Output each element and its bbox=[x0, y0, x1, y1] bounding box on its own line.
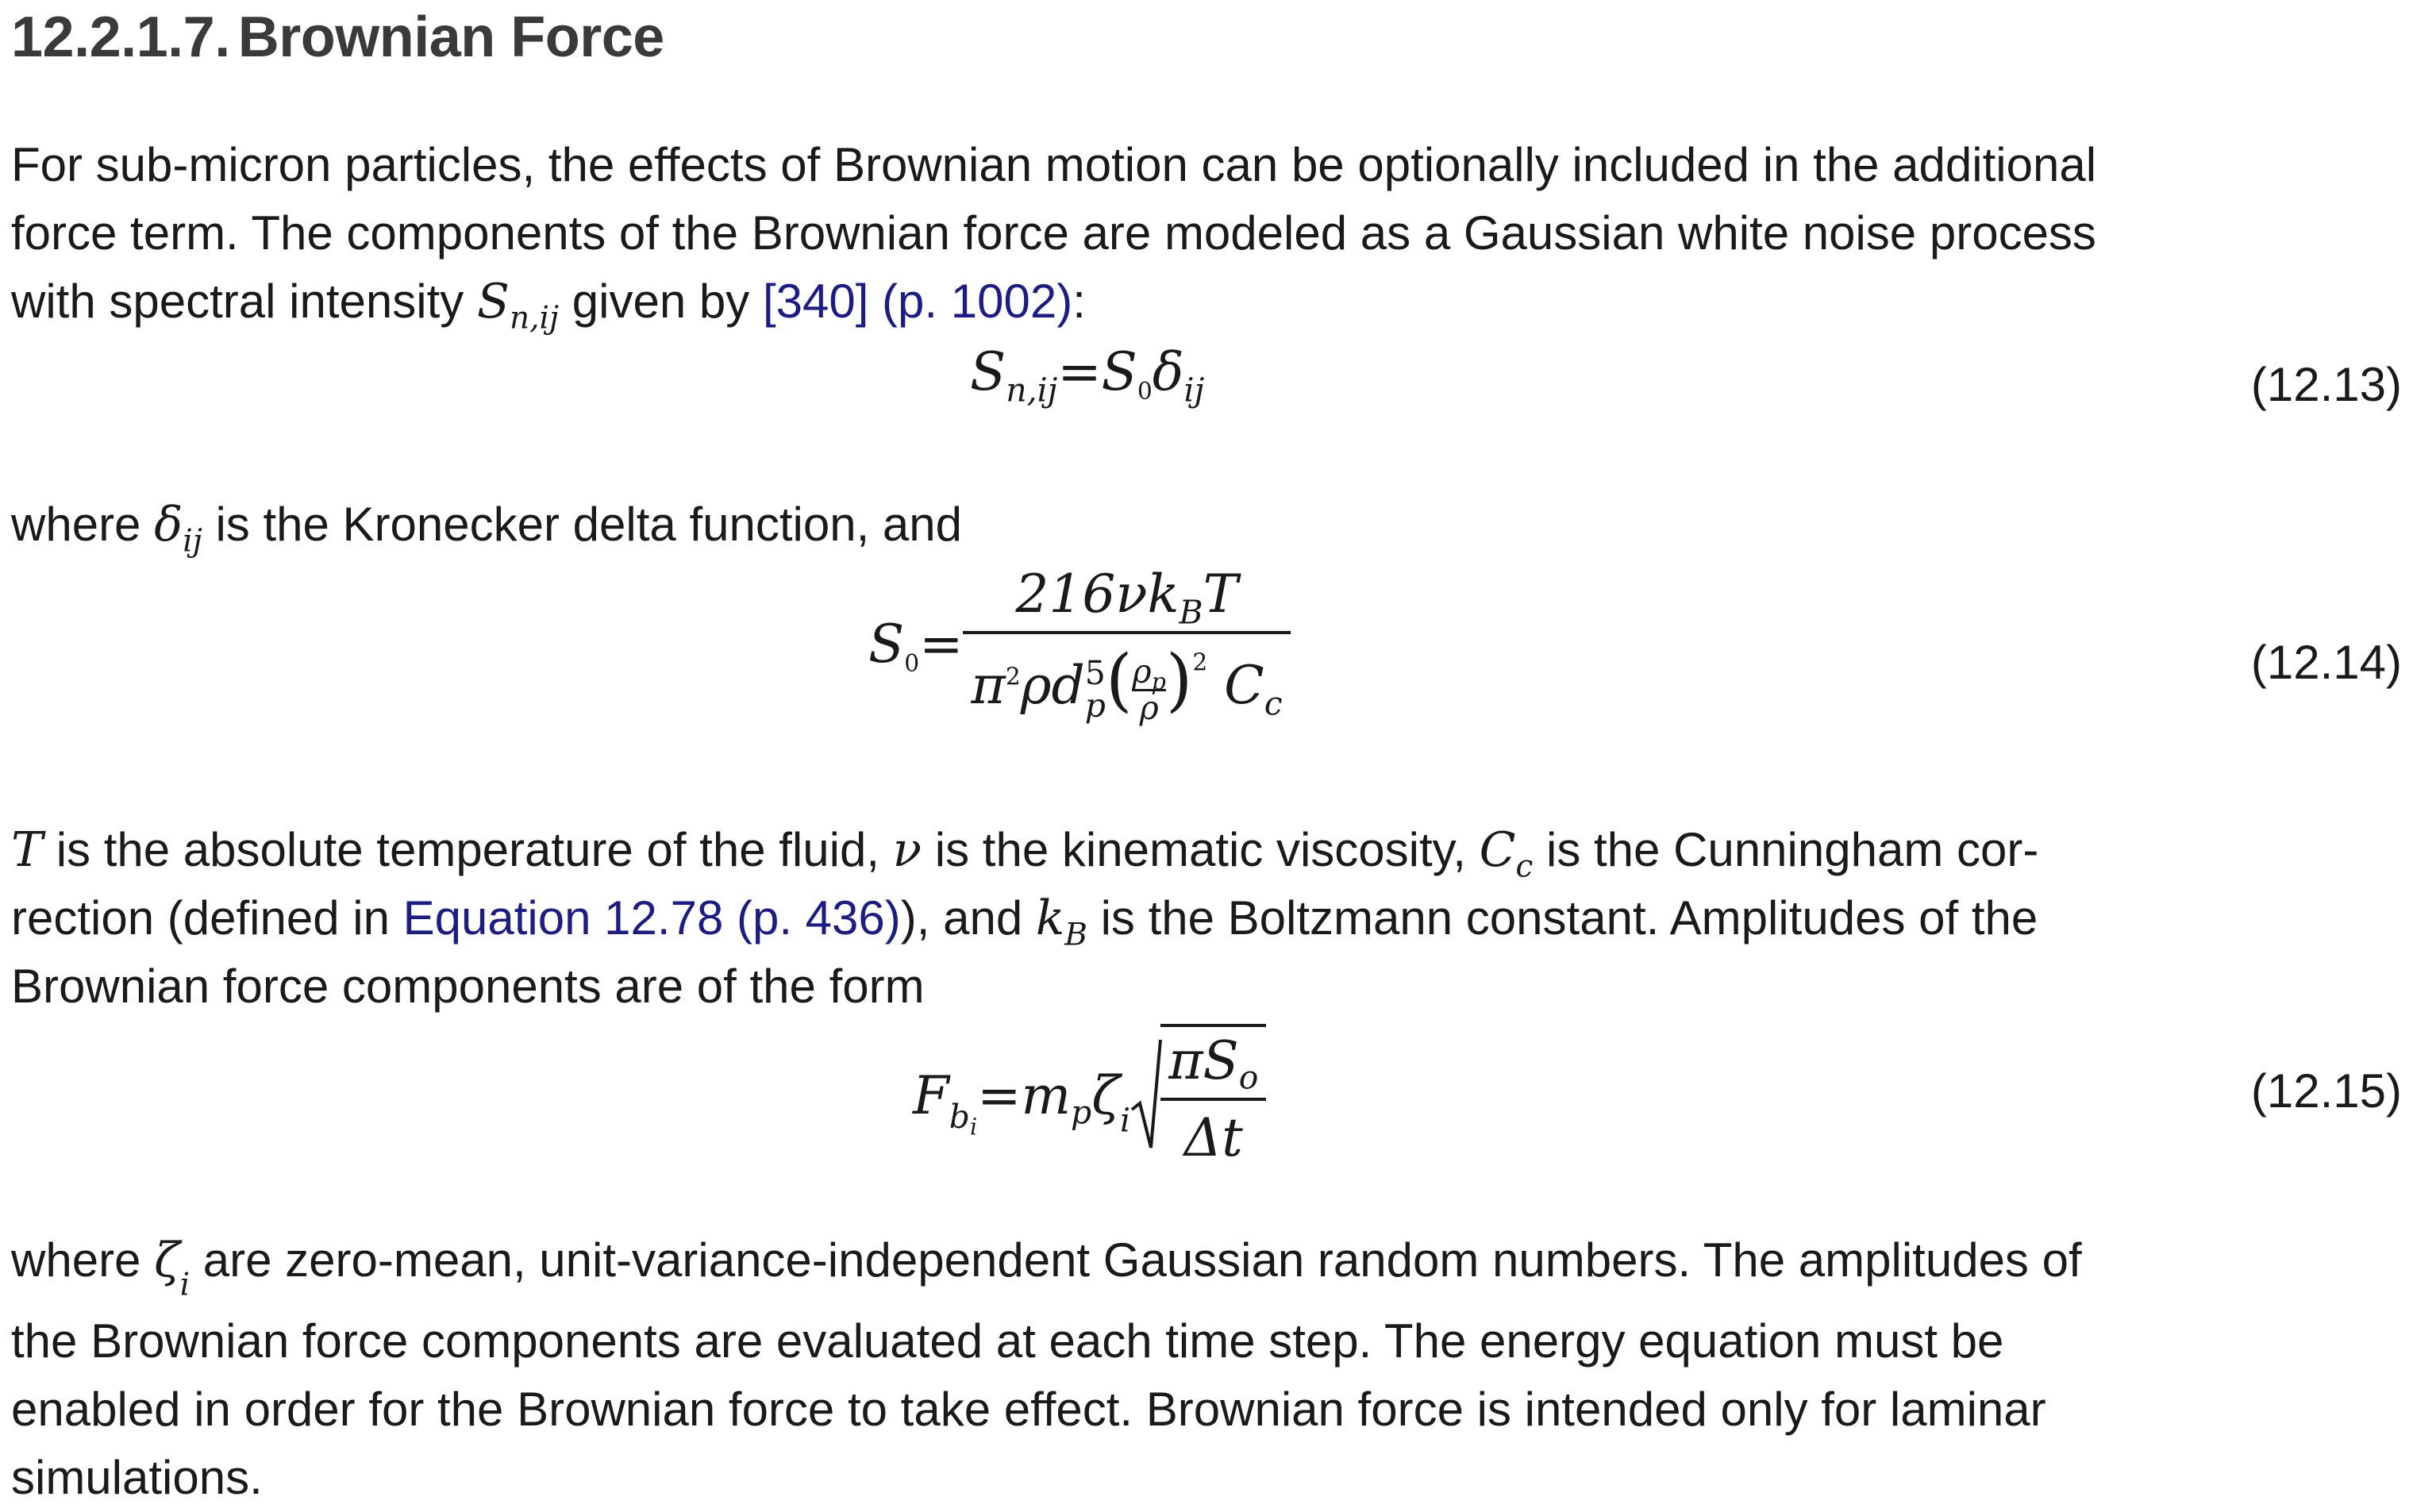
paragraph-definitions bbox=[11, 816, 2384, 1021]
equation-number: (12.15) bbox=[2250, 1064, 2402, 1118]
symbol-s-nij: $S_{n,ij}$ bbox=[476, 274, 560, 337]
equation-link[interactable]: Equation 12.78 (p. 436) bbox=[402, 891, 901, 945]
equation-12-13: $S_{n,ij}=S_0\delta_{ij}$ bbox=[970, 341, 1205, 410]
text-line: simulations. bbox=[11, 1451, 263, 1504]
text-line: where $\delta_{ij}$ is the Kronecker delta function, and bbox=[11, 497, 963, 560]
symbol-delta-ij: $\delta_{ij}$ bbox=[154, 497, 202, 560]
paragraph-intro bbox=[11, 131, 2384, 336]
text-line: Brownian force components are of the form bbox=[11, 960, 925, 1013]
text-line: rection (defined in Equation 12.78 (p. 436)), and $k_B$ is the Boltzmann constant. Amplitudes of the bbox=[11, 891, 2038, 953]
fraction: $216\nu k_BT$ $\pi^2\rho d$ 5 p ( $\frac{\rho_p}{\rho}$ )$^2$ $C_c$ bbox=[963, 564, 1290, 725]
square-root bbox=[1130, 1037, 1162, 1156]
text-line: the Brownian force components are evaluated at each time step. The energy equation must be bbox=[11, 1314, 2004, 1368]
section-number: 12.2.1.7. bbox=[11, 6, 230, 69]
paragraph-amplitudes bbox=[11, 1226, 2384, 1512]
text-line: For sub-micron particles, the effects of Brownian motion can be optionally included in the additional bbox=[11, 138, 2097, 191]
text-line: force term. The components of the Brownian force are modeled as a Gaussian white noise process bbox=[11, 206, 2096, 260]
text-line: T is the absolute temperature of the fluid, ν is the kinematic viscosity, $C_c$ is the Cunningham cor- bbox=[11, 822, 2039, 885]
equation-12-15: $F_{b_i}=m_p\zeta_i$ $\frac{\pi S_o}{\Delta t}$ bbox=[913, 1024, 1266, 1168]
section-title: Brownian Force bbox=[237, 6, 664, 69]
paragraph-kronecker bbox=[11, 491, 2384, 559]
citation-link[interactable]: [340] (p. 1002) bbox=[762, 275, 1073, 328]
equation-number: (12.13) bbox=[2250, 358, 2402, 411]
text-line: with spectral intensity $S_{n,ij}$ given by [340] (p. 1002): bbox=[11, 274, 1086, 337]
text-line: enabled in order for the Brownian force to take effect. Brownian force is intended only for laminar bbox=[11, 1383, 2046, 1436]
section-heading bbox=[11, 5, 664, 70]
equation-12-14: $S_0=$ $216\nu k_BT$ $\pi^2\rho d$ 5 p ( $\frac{\rho_p}{\rho}$ )$^2$ $C_c$ bbox=[868, 564, 1291, 725]
text-line: where $\zeta_i$ are zero-mean, unit-variance-independent Gaussian random numbers. The amplitudes of bbox=[11, 1233, 2082, 1303]
equation-number: (12.14) bbox=[2250, 636, 2402, 689]
